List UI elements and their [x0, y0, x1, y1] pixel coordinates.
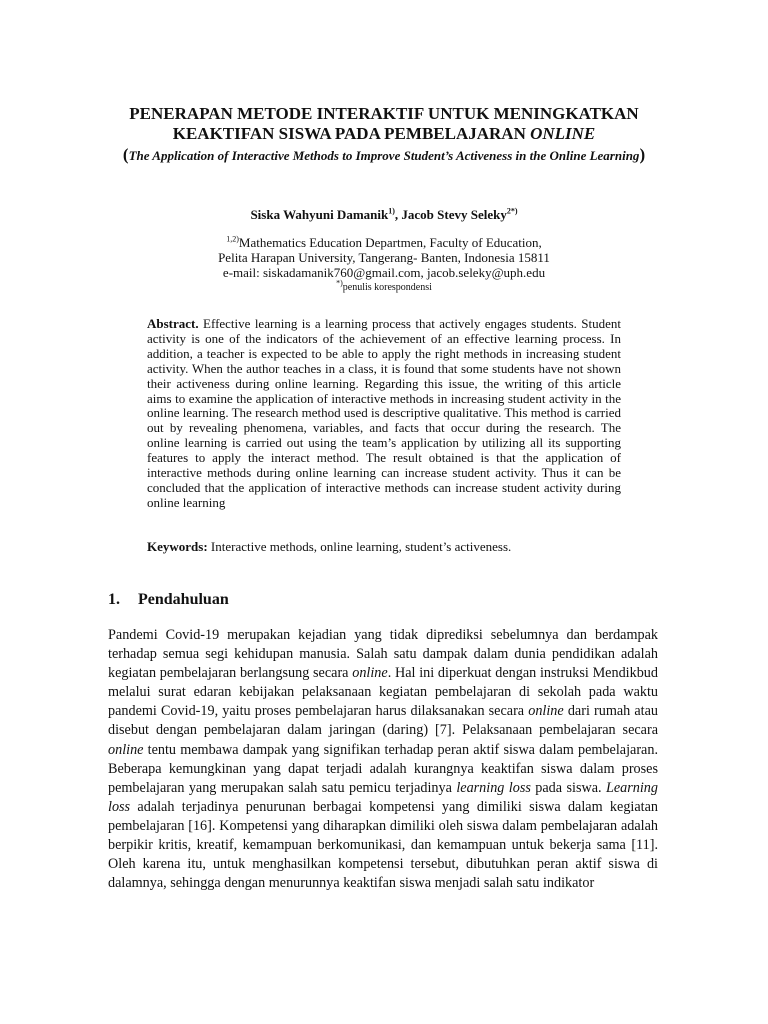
- affiliation-line-2: Pelita Harapan University, Tangerang- Banten, Indonesia 15811: [218, 250, 550, 265]
- corresponding-note: [60, 280, 708, 295]
- paper-title: [60, 104, 708, 144]
- affiliation-line-1: [60, 235, 708, 250]
- intro-em-1: online: [352, 665, 388, 682]
- introduction-paragraph: [108, 626, 658, 893]
- keywords-text: Interactive methods, online learning, student’s activeness.: [210, 539, 512, 554]
- affiliation-block: [60, 235, 708, 295]
- intro-text-2: . Hal ini diperkuat dengan instruksi Mendikbud melalui surat edaran kebijakan pelaksanaan kegiatan pembelajaran di sekolah pada waktu pandemi Covid-19, yaitu proses pembelajaran harus dilaksanakan secara: [108, 665, 658, 720]
- title-line-2-italic: ONLINE: [530, 124, 596, 143]
- keywords: [147, 539, 621, 554]
- section-title: Pendahuluan: [138, 591, 229, 608]
- subtitle-text: The Application of Interactive Methods to Improve Student’s Activeness in the Online Learning: [128, 148, 640, 163]
- intro-text-3: dari rumah atau disebut dengan pembelajaran dalam jaringan (daring) [7]. Pelaksanaan pembelajaran secara: [108, 703, 658, 739]
- intro-text-6: adalah terjadinya penurunan berbagai kompetensi yang dimiliki siswa dalam kegiatan pembelajaran [16]. Kompetensi yang diharapkan dimiliki oleh siswa dalam pembelajaran adalah berpikir kritis, kreatif, kemampuan berkomunikasi, dan kemampuan untuk bekerja sama [11]. Oleh karena itu, untuk menghasilkan kompetensi tersebut, dibutuhkan peran aktif siswa di dalamnya, sehingga dengan menurunnya keaktifan siswa menjadi salah satu indikator: [108, 798, 658, 892]
- author-separator: ,: [394, 207, 402, 222]
- section-number: 1.: [108, 591, 120, 608]
- author-list: [60, 206, 708, 223]
- intro-em-5: Learning loss: [108, 779, 658, 815]
- subtitle-open-paren: (: [122, 145, 129, 164]
- author-2: Jacob Stevy Seleky: [401, 207, 507, 222]
- title-line-2: [60, 124, 708, 144]
- author-2-marker: 2*): [506, 206, 518, 216]
- author-1: Siska Wahyuni Damanik: [250, 207, 389, 222]
- intro-em-4: learning loss: [456, 779, 531, 796]
- title-line-1: PENERAPAN METODE INTERAKTIF UNTUK MENINGKATKAN: [129, 104, 639, 123]
- affiliation-dept: Mathematics Education Departmen, Faculty of Education,: [238, 235, 542, 250]
- section-heading: [108, 590, 229, 610]
- intro-text-5: pada siswa.: [530, 779, 606, 796]
- keywords-label: Keywords:: [147, 539, 208, 554]
- abstract-label: Abstract.: [147, 316, 199, 331]
- corresponding-marker: *): [336, 278, 343, 288]
- corresponding-text: penulis korespondensi: [342, 282, 432, 293]
- intro-em-2: online: [528, 703, 564, 720]
- abstract: [147, 317, 621, 511]
- subtitle-close-paren: ): [639, 145, 646, 164]
- intro-em-3: online: [108, 741, 144, 758]
- abstract-text: Effective learning is a learning process that actively engages students. Student activity is one of the indicators of the achievement of an effective learning process. In addition, a teacher is expected to be able to apply the right methods in increasing student activity. When the author teaches in a class, it is found that some students have not shown their activeness during online learning. Regarding this issue, the writing of this article aims to examine the application of interactive methods in increasing student activity in the online learning. The research method used is descriptive qualitative. This method is carried out by revealing phenomena, variables, and facts that occur during the research. The online learning is carried out using the team’s application by utilizing all its supporting features to apply the interact method. The result obtained is that the application of interactive methods during online learning can increase student activity. Thus it can be concluded that the application of interactive methods can increase student activity during online learning: [147, 316, 622, 510]
- intro-text-4: tentu membawa dampak yang signifikan terhadap peran aktif siswa dalam pembelajaran. Beberapa kemungkinan yang dapat terjadi adalah kurangnya keaktifan siswa dalam proses pembelajaran yang merupakan salah satu pemicu terjadinya: [108, 741, 658, 796]
- affiliation-email: e-mail: siskadamanik760@gmail.com, jacob.seleky@uph.edu: [222, 265, 546, 280]
- paper-subtitle: [90, 145, 678, 165]
- intro-text-1: Pandemi Covid-19 merupakan kejadian yang tidak diprediksi sebelumnya dan berdampak terhadap semua segi kehidupan manusia. Salah satu dampak dalam dunia pendidikan adalah kegiatan pembelajaran berlangsung secara: [108, 627, 658, 682]
- author-1-marker: 1): [388, 206, 395, 216]
- affiliation-marker: 1,2): [226, 234, 239, 244]
- title-line-2-text: KEAKTIFAN SISWA PADA PEMBELAJARAN: [172, 124, 531, 143]
